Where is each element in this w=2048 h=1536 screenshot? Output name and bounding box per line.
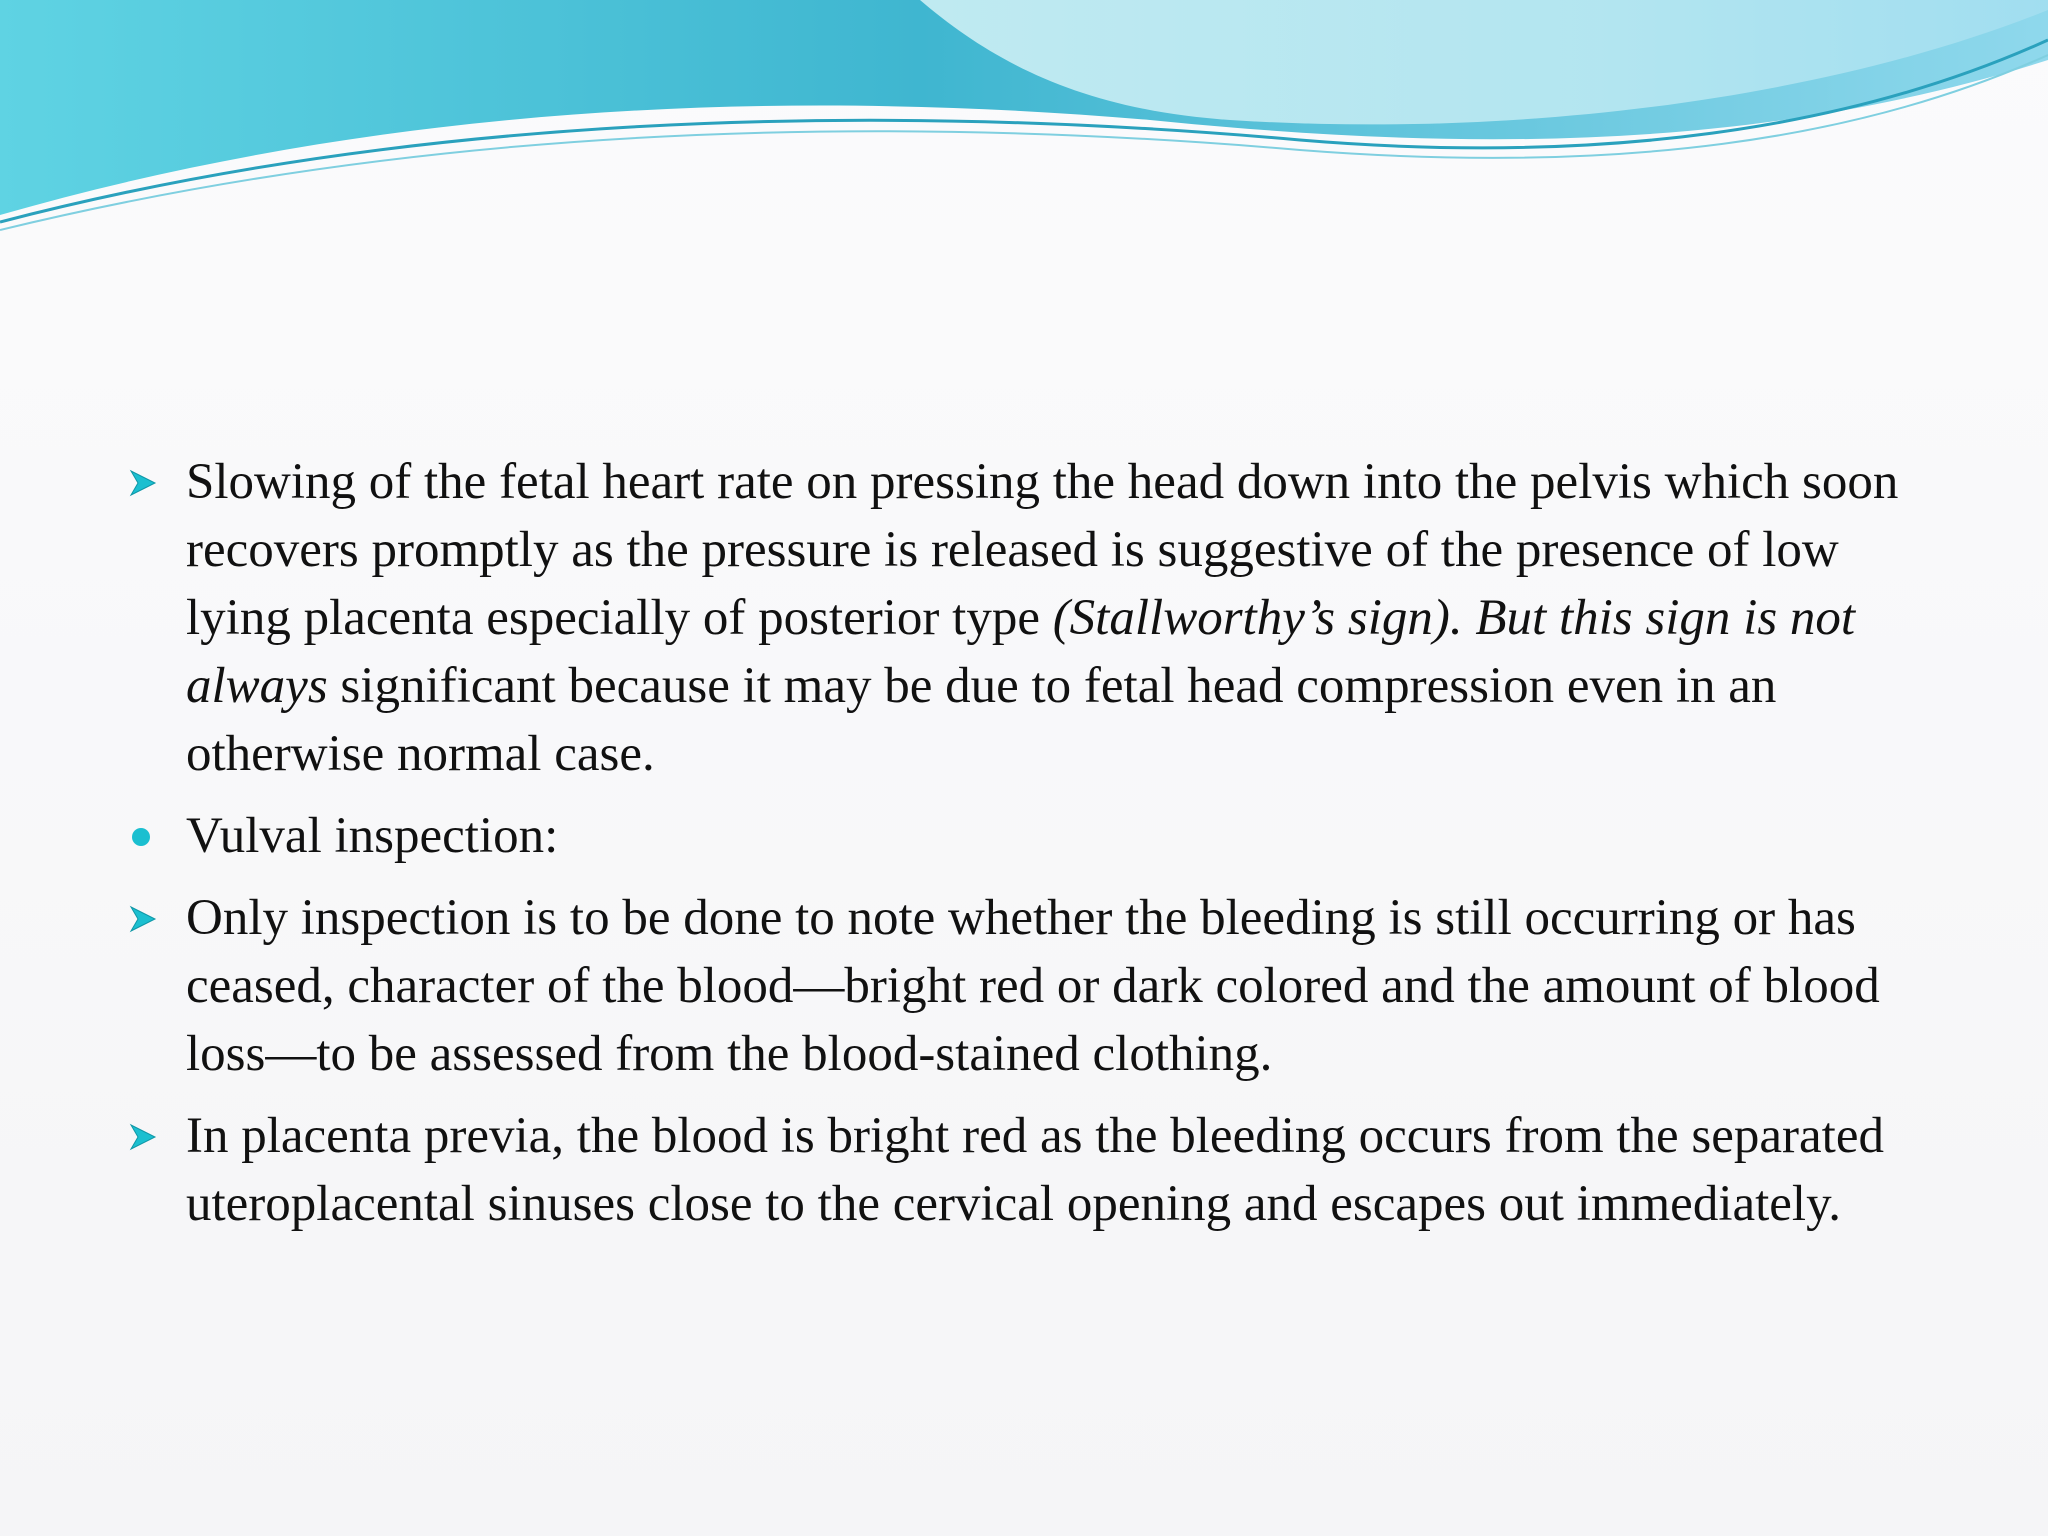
bullet-text: Vulval inspection: (186, 808, 559, 864)
bullet-text: In placenta previa, the blood is bright red as the bleeding occurs from the separated uteroplacental sinuses close to the cervical opening and escapes out immediately. (186, 1108, 1884, 1232)
bullet-item-placenta-previa (128, 1102, 1928, 1238)
arrow-bullet-icon (128, 884, 168, 952)
bullet-text: Only inspection is to be done to note whether the bleeding is still occurring or has ceased, character of the blood—bright red or dark colored and the amount of blood loss—to be assessed from the blood-stained clothing. (186, 890, 1880, 1082)
bullet-text: Slowing of the fetal heart rate on pressing the head down into the pelvis which soon recovers promptly as the pressure is released is suggestive of the presence of low lying placenta especially of posterior type (186, 454, 1899, 646)
header-wave-decoration (0, 0, 2048, 240)
arrow-bullet-icon (128, 448, 168, 516)
bullet-item-only-inspection (128, 884, 1928, 1088)
bullet-item-vulval-inspection (128, 802, 1928, 870)
bullet-text-italic: (Stallworthy’s sign). But this sign is not always (186, 590, 1856, 714)
arrow-bullet-icon (128, 1102, 168, 1170)
bullet-text-continued: significant because it may be due to fetal head compression even in an otherwise normal case. (186, 658, 1777, 782)
bullet-list (128, 448, 1928, 1252)
dot-bullet-icon (128, 802, 168, 870)
bullet-item-stallworthy-sign (128, 448, 1928, 788)
